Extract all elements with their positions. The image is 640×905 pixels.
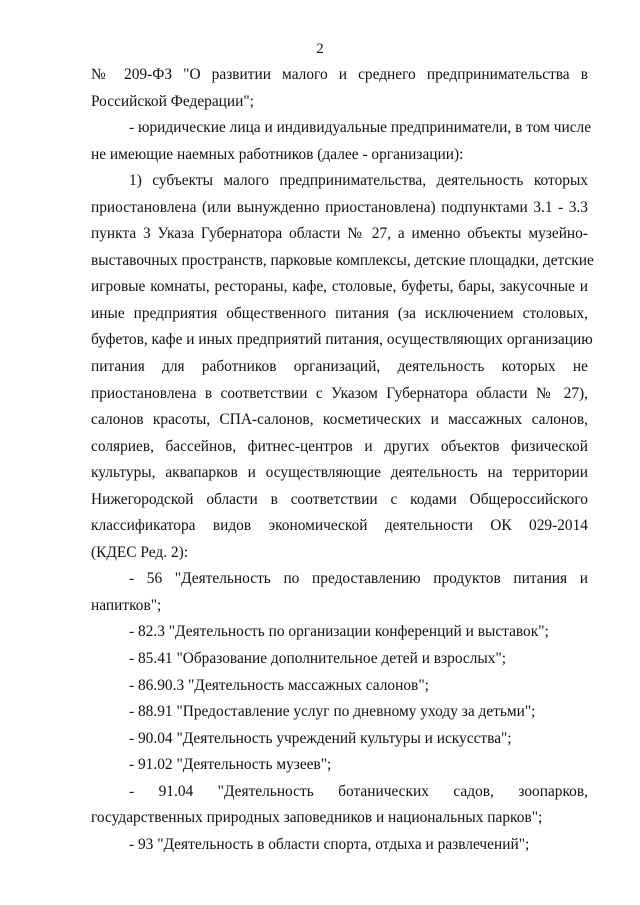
text-line: - 90.04 "Деятельность учреждений культуры и искусства"; bbox=[129, 729, 512, 747]
text-line: № 209-ФЗ "О развитии малого и среднего предпринимательства в bbox=[91, 66, 588, 83]
text-line: буфетов, кафе и иных предприятий питания, осуществляющих организацию bbox=[91, 331, 593, 349]
text-line: игровые комнаты, рестораны, кафе, столовые, буфеты, бары, закусочные и bbox=[91, 278, 588, 296]
text-line: напитков"; bbox=[91, 596, 162, 614]
text-line: пункта 3 Указа Губернатора области № 27, а именно объекты музейно- bbox=[91, 225, 588, 243]
text-line: - 91.04 "Деятельность ботанических садов, зоопарков, bbox=[129, 782, 588, 800]
text-line: (КДЕС Ред. 2): bbox=[91, 543, 189, 561]
text-line: 1) субъекты малого предпринимательства, деятельность которых bbox=[129, 172, 588, 190]
text-line: культуры, аквапарков и осуществляющие деятельность на территории bbox=[91, 464, 588, 482]
text-line: Российской Федерации"; bbox=[91, 92, 254, 110]
text-line: - 88.91 "Предоставление услуг по дневному уходу за детьми"; bbox=[129, 703, 536, 721]
text-line: - юридические лица и индивидуальные предприниматели, в том числе bbox=[129, 119, 592, 137]
text-line: питания для работников организаций, деятельность которых не bbox=[91, 358, 588, 376]
text-line: Нижегородской области в соответствии с кодами Общероссийского bbox=[91, 490, 588, 508]
text-line: салонов красоты, СПА-салонов, косметических и массажных салонов, bbox=[91, 411, 588, 429]
text-line: государственных природных заповедников и национальных парков"; bbox=[91, 809, 543, 827]
text-line: не имеющие наемных работников (далее - организации): bbox=[91, 145, 464, 163]
text-line: - 56 "Деятельность по предоставлению продуктов питания и bbox=[129, 570, 588, 588]
text-line: иные предприятия общественного питания (за исключением столовых, bbox=[91, 304, 588, 322]
text-line: выставочных пространств, парковые комплексы, детские площадки, детские bbox=[91, 251, 594, 269]
text-line: - 86.90.3 "Деятельность массажных салонов"; bbox=[129, 676, 429, 694]
text-line: - 93 "Деятельность в области спорта, отдыха и развлечений"; bbox=[129, 835, 530, 853]
text-line: - 82.3 "Деятельность по организации конференций и выставок"; bbox=[129, 623, 549, 641]
text-line: - 85.41 "Образование дополнительное детей и взрослых"; bbox=[129, 650, 507, 668]
text-line: соляриев, бассейнов, фитнес-центров и других объектов физической bbox=[91, 437, 588, 455]
document-body bbox=[91, 62, 594, 858]
text-line: приостановлена в соответствии с Указом Губернатора области № 27), bbox=[91, 384, 588, 402]
text-line: - 91.02 "Деятельность музеев"; bbox=[129, 756, 332, 774]
page-number: 2 bbox=[316, 41, 324, 57]
text-line: приостановлена (или вынужденно приостановлена) подпунктами 3.1 - 3.3 bbox=[91, 198, 588, 216]
text-line: классификатора видов экономической деятельности ОК 029-2014 bbox=[91, 517, 588, 535]
